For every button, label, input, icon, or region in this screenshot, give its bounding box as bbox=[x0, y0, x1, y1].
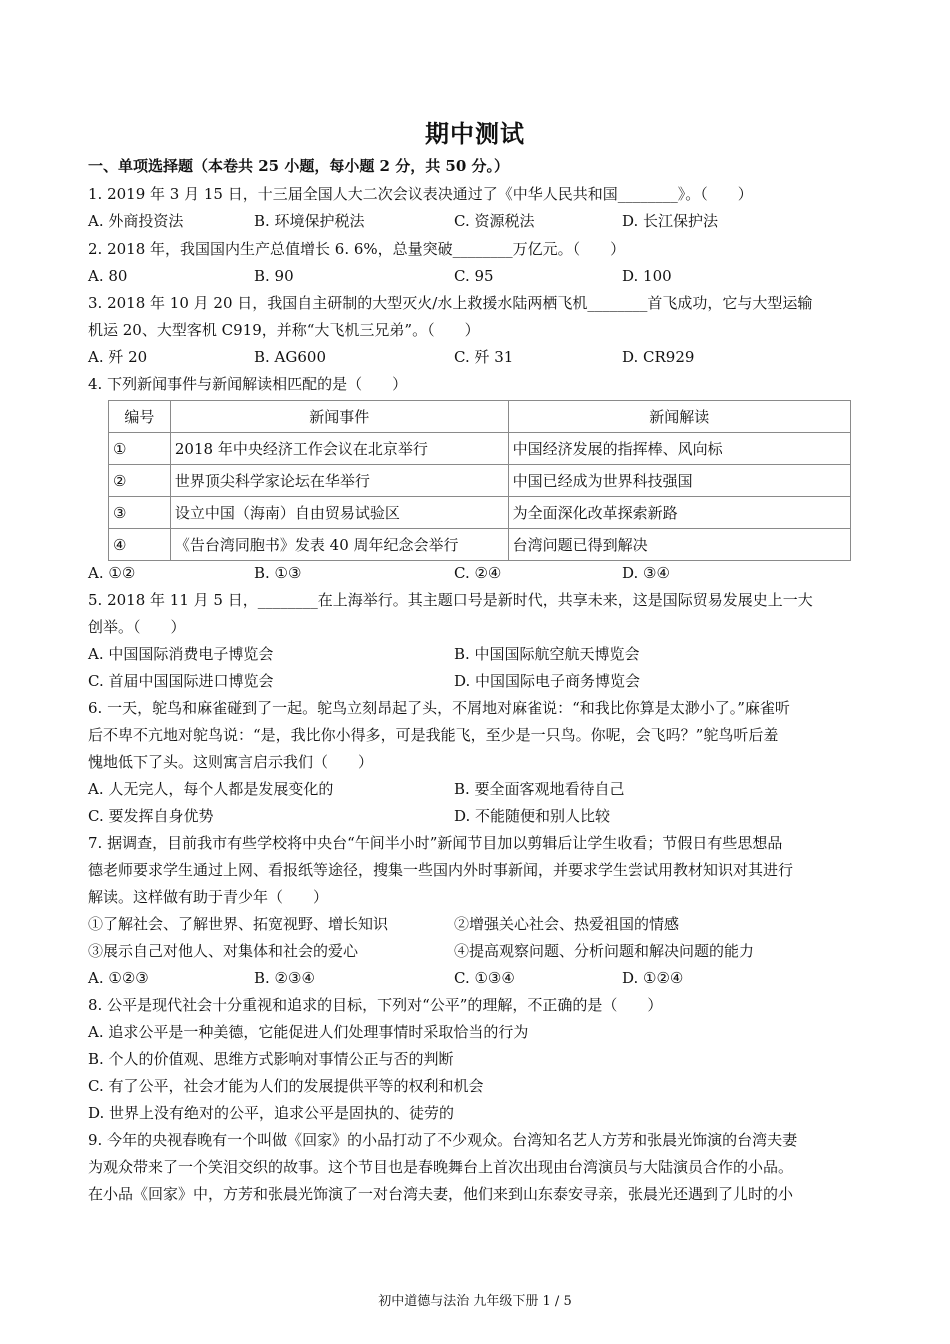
news-table bbox=[108, 400, 851, 561]
row-number: ④ bbox=[109, 529, 171, 561]
q4-option-c: C. ②④ bbox=[454, 564, 502, 582]
q3-option-c: C. 歼 31 bbox=[454, 348, 514, 366]
header-event: 新闻事件 bbox=[170, 401, 508, 433]
q7-statement-1: ①了解社会、了解世界、拓宽视野、增长知识 bbox=[88, 915, 389, 933]
q6-option-c: C. 要发挥自身优势 bbox=[88, 807, 214, 825]
q1-option-c: C. 资源税法 bbox=[454, 212, 535, 230]
table-row bbox=[109, 433, 851, 465]
table-row bbox=[109, 529, 851, 561]
q5-option-c: C. 首届中国国际进口博览会 bbox=[88, 672, 274, 690]
page-footer: 初中道德与法治 九年级下册 1 / 5 bbox=[378, 1294, 572, 1309]
q6-option-b: B. 要全面客观地看待自己 bbox=[454, 780, 625, 798]
table-row bbox=[109, 465, 851, 497]
question-3-stem-line1: 3. 2018 年 10 月 20 日，我国自主研制的大型灭火/水上救援水陆两栖飞机________首飞成功，它与大型运输 bbox=[88, 294, 813, 312]
question-2-stem: 2. 2018 年，我国国内生产总值增长 6. 6%，总量突破________万亿元。（ ） bbox=[88, 240, 626, 258]
q3-option-d: D. CR929 bbox=[622, 348, 695, 366]
question-9-stem-line3: 在小品《回家》中，方芳和张晨光饰演了一对台湾夫妻，他们来到山东泰安寻亲，张晨光还遇到了儿时的小 bbox=[88, 1185, 794, 1203]
table-header-row bbox=[109, 401, 851, 433]
q2-option-b: B. 90 bbox=[254, 267, 294, 285]
page-title: 期中测试 bbox=[425, 119, 525, 148]
row-interpretation: 台湾问题已得到解决 bbox=[508, 529, 850, 561]
question-4-stem: 4. 下列新闻事件与新闻解读相匹配的是（ ） bbox=[88, 375, 408, 393]
question-7-stem-line2: 德老师要求学生通过上网、看报纸等途径，搜集一些国内外时事新闻，并要求学生尝试用教材知识对其进行 bbox=[88, 861, 794, 879]
row-event: 2018 年中央经济工作会议在北京举行 bbox=[170, 433, 508, 465]
q7-option-d: D. ①②④ bbox=[622, 969, 684, 987]
question-5-stem-line2: 创举。（ ） bbox=[88, 618, 186, 636]
row-number: ② bbox=[109, 465, 171, 497]
q5-option-a: A. 中国国际消费电子博览会 bbox=[88, 645, 274, 663]
row-event: 设立中国（海南）自由贸易试验区 bbox=[170, 497, 508, 529]
question-1-stem: 1. 2019 年 3 月 15 日，十三届全国人大二次会议表决通过了《中华人民共和国________》。（ ） bbox=[88, 185, 753, 203]
q7-statement-2: ②增强关心社会、热爱祖国的情感 bbox=[454, 915, 680, 933]
header-number: 编号 bbox=[109, 401, 171, 433]
q8-option-b: B. 个人的价值观、思维方式影响对事情公正与否的判断 bbox=[88, 1050, 454, 1068]
q7-statement-3: ③展示自己对他人、对集体和社会的爱心 bbox=[88, 942, 359, 960]
header-interpretation: 新闻解读 bbox=[508, 401, 850, 433]
question-3-stem-line2: 机运 20、大型客机 C919，并称“大飞机三兄弟”。（ ） bbox=[88, 321, 480, 339]
q1-option-d: D. 长江保护法 bbox=[622, 212, 719, 230]
q3-option-b: B. AG600 bbox=[254, 348, 327, 366]
question-6-stem-line3: 愧地低下了头。这则寓言启示我们（ ） bbox=[88, 753, 374, 771]
table-row bbox=[109, 497, 851, 529]
row-number: ③ bbox=[109, 497, 171, 529]
q7-option-a: A. ①②③ bbox=[88, 969, 149, 987]
question-7-stem-line1: 7. 据调查，目前我市有些学校将中央台“午间半小时”新闻节目加以剪辑后让学生收看；节假日有些思想品 bbox=[88, 834, 783, 852]
section-heading: 一、单项选择题（本卷共 25 小题，每小题 2 分，共 50 分。） bbox=[88, 157, 510, 175]
row-interpretation: 为全面深化改革探索新路 bbox=[508, 497, 850, 529]
question-9-stem-line2: 为观众带来了一个笑泪交织的故事。这个节目也是春晚舞台上首次出现由台湾演员与大陆演员合作的小品。 bbox=[88, 1158, 794, 1176]
q7-option-b: B. ②③④ bbox=[254, 969, 315, 987]
question-8-stem: 8. 公平是现代社会十分重视和追求的目标，下列对“公平”的理解，不正确的是（ ） bbox=[88, 996, 663, 1014]
row-event: 《告台湾同胞书》发表 40 周年纪念会举行 bbox=[170, 529, 508, 561]
question-7-stem-line3: 解读。这样做有助于青少年（ ） bbox=[88, 888, 329, 906]
question-6-stem-line2: 后不卑不亢地对鸵鸟说：“是，我比你小得多，可是我能飞，至少是一只鸟。你呢，会飞吗？”鸵鸟听后羞 bbox=[88, 726, 779, 744]
q5-option-d: D. 中国国际电子商务博览会 bbox=[454, 672, 641, 690]
q4-option-a: A. ①② bbox=[88, 564, 136, 582]
q6-option-a: A. 人无完人，每个人都是发展变化的 bbox=[88, 780, 334, 798]
q2-option-d: D. 100 bbox=[622, 267, 672, 285]
q1-option-b: B. 环境保护税法 bbox=[254, 212, 365, 230]
q2-option-c: C. 95 bbox=[454, 267, 494, 285]
q5-option-b: B. 中国国际航空航天博览会 bbox=[454, 645, 640, 663]
q2-option-a: A. 80 bbox=[88, 267, 128, 285]
row-interpretation: 中国经济发展的指挥棒、风向标 bbox=[508, 433, 850, 465]
q7-statement-4: ④提高观察问题、分析问题和解决问题的能力 bbox=[454, 942, 755, 960]
row-number: ① bbox=[109, 433, 171, 465]
question-9-stem-line1: 9. 今年的央视春晚有一个叫做《回家》的小品打动了不少观众。台湾知名艺人方芳和张晨光饰演的台湾夫妻 bbox=[88, 1131, 798, 1149]
question-6-stem-line1: 6. 一天，鸵鸟和麻雀碰到了一起。鸵鸟立刻昂起了头，不屑地对麻雀说：“和我比你算是太渺小了。”麻雀听 bbox=[88, 699, 790, 717]
q3-option-a: A. 歼 20 bbox=[88, 348, 148, 366]
q4-option-b: B. ①③ bbox=[254, 564, 302, 582]
q6-option-d: D. 不能随便和别人比较 bbox=[454, 807, 611, 825]
q4-option-d: D. ③④ bbox=[622, 564, 670, 582]
question-5-stem-line1: 5. 2018 年 11 月 5 日，________在上海举行。其主题口号是新时代，共享未来，这是国际贸易发展史上一大 bbox=[88, 591, 813, 609]
row-interpretation: 中国已经成为世界科技强国 bbox=[508, 465, 850, 497]
q1-option-a: A. 外商投资法 bbox=[88, 212, 184, 230]
q8-option-c: C. 有了公平，社会才能为人们的发展提供平等的权利和机会 bbox=[88, 1077, 484, 1095]
row-event: 世界顶尖科学家论坛在华举行 bbox=[170, 465, 508, 497]
q8-option-a: A. 追求公平是一种美德，它能促进人们处理事情时采取恰当的行为 bbox=[88, 1023, 529, 1041]
q8-option-d: D. 世界上没有绝对的公平，追求公平是固执的、徒劳的 bbox=[88, 1104, 455, 1122]
q7-option-c: C. ①③④ bbox=[454, 969, 515, 987]
